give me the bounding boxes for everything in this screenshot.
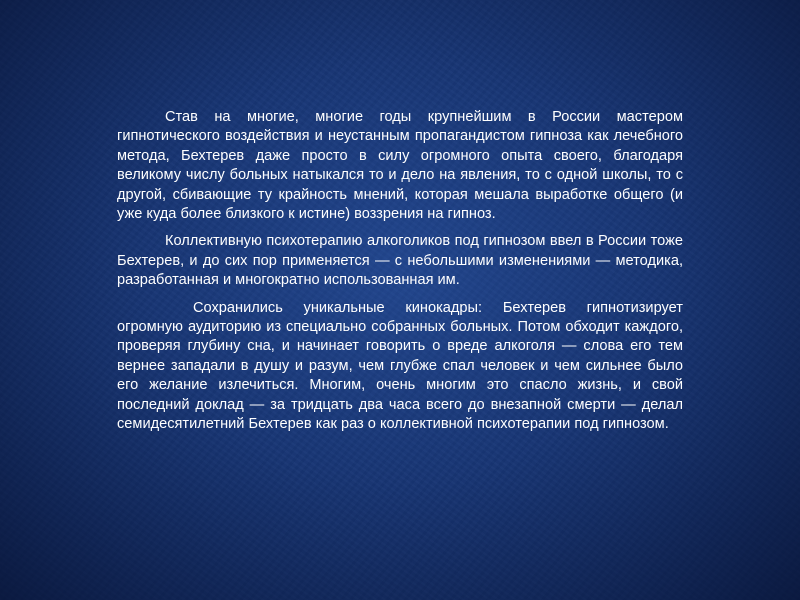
paragraph-3: Сохранились уникальные кинокадры: Бехтерев гипнотизирует огромную аудиторию из специально собранных больных. Потом обходит каждого, проверяя глубину сна, и начинает говорить о вреде алкоголя — слова его тем вернее западали в душу и разум, чем глубже спал человек и чем сильнее было его желание излечиться. Многим, очень многим это спасло жизнь, и свой последний доклад — за тридцать два часа всего до внезапной смерти — делал семидесятилетний Бехтерев как раз о коллективной психотерапии под гипнозом. <box>117 299 683 433</box>
slide-text-body <box>117 108 683 443</box>
paragraph-2: Коллективную психотерапию алкоголиков под гипнозом ввел в России тоже Бехтерев, и до сих пор применяется — с небольшими изменениями — методика, разработанная и многократно использованная им. <box>117 233 683 289</box>
paragraph-1: Став на многие, многие годы крупнейшим в России мастером гипнотического воздействия и неустанным пропагандистом гипноза как лечебного метода, Бехтерев даже просто в силу огромного опыта своего, благодаря великому числу больных натыкался то и дело на явления, то с одной школы, то с другой, сбивающие ту крайность мнений, которая мешала выработке общего (и уже куда более близкого к истине) воззрения на гипноз. <box>117 109 683 223</box>
